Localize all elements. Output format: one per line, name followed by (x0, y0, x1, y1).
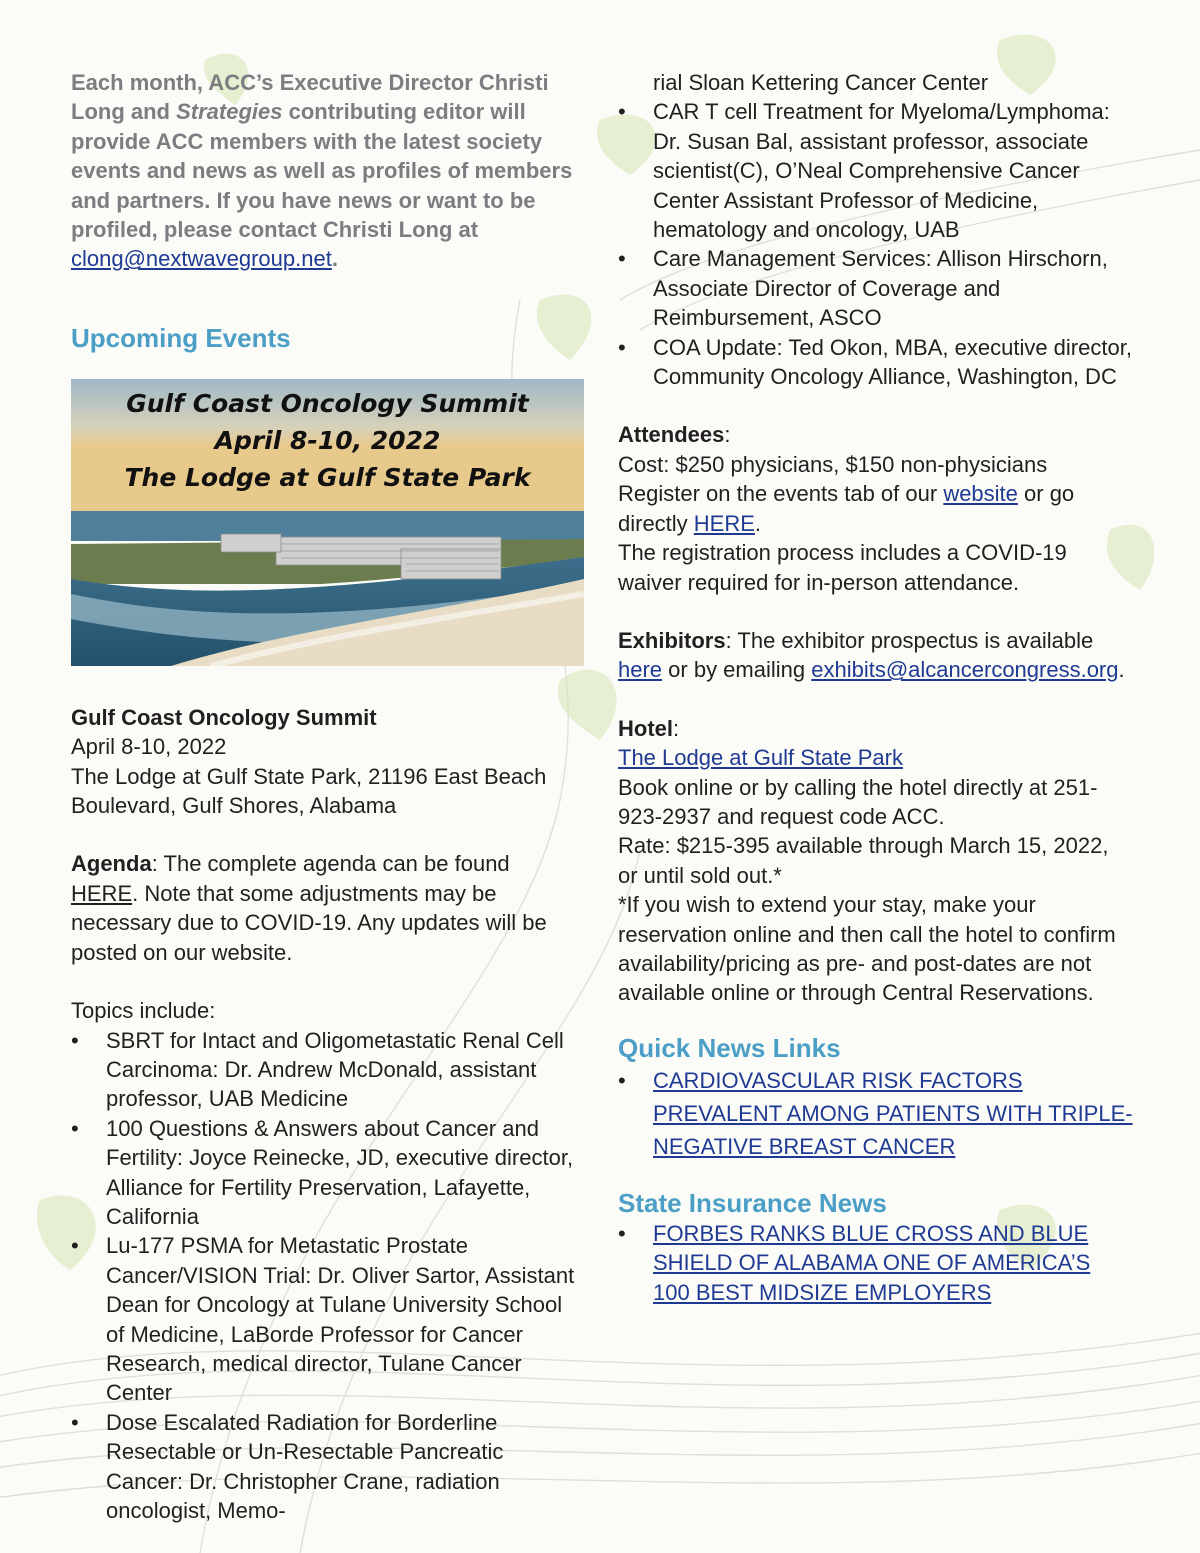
topic-continued: rial Sloan Kettering Cancer Center (653, 70, 989, 95)
contact-email-link[interactable]: clong@nextwavegroup.net (71, 246, 332, 272)
hotel-heading: Hotel: (618, 715, 680, 741)
right-column (618, 68, 1133, 1307)
photo-caption (71, 385, 584, 496)
event-dates: April 8-10, 2022 (71, 734, 227, 760)
hotel-label: Hotel (618, 715, 673, 741)
intro-text-continued: contributing editor will provide ACC members with the latest society events and news as well as profiles of members and partners. If you have news or want to be profiled, please contact Christi Long at (71, 99, 573, 243)
agenda-link[interactable]: HERE (71, 880, 133, 906)
attendees-covid-note: The registration process includes a COVID-19 waiver required for in-person attendance. (618, 540, 1067, 595)
event-location: The Lodge at Gulf State Park, 21196 East Beach Boulevard, Gulf Shores, Alabama (71, 763, 547, 819)
list-item: • SBRT for Intact and Oligometastatic Renal Cell Carcinoma: Dr. Andrew McDonald, assistant professor, UAB Medicine (71, 1026, 583, 1114)
prospectus-link[interactable]: here (618, 657, 663, 683)
topics-intro: Topics include: (71, 998, 216, 1024)
caption-title: Gulf Coast Oncology Summit (126, 388, 529, 418)
state-insurance-heading: State Insurance News (618, 1187, 887, 1218)
list-item: • Dose Escalated Radiation for Borderline Resectable or Un-Resectable Pancreatic Cancer: Dr. Christopher Crane, radiation oncologist, Memo- (71, 1408, 583, 1526)
hotel-booking: Book online or by calling the hotel directly at 251-923-2937 and request code ACC. (618, 774, 1098, 829)
list-item: • COA Update: Ted Okon, MBA, executive director, Community Oncology Alliance, Washington, DC (618, 333, 1133, 392)
quick-news-list (618, 1064, 1133, 1163)
attendees-heading: Attendees: (618, 422, 731, 448)
intro-end: . (331, 246, 338, 272)
agenda-note: . Note that some adjustments may be necessary due to COVID-19. Any updates will be posted on our website. (71, 880, 547, 965)
list-item: • 100 Questions & Answers about Cancer and Fertility: Joyce Reinecke, JD, executive director, Alliance for Fertility Preservation, Lafayette, California (71, 1114, 583, 1232)
intro-text: Each month, ACC’s Executive Director Christi Long and (71, 70, 549, 125)
attendees-register: Register on the events tab of our website or go directly HERE. (618, 481, 1075, 536)
agenda-label: Agenda (71, 851, 152, 877)
exhibitors-paragraph: Exhibitors: The exhibitor prospectus is available here or by emailing exhibits@alcancercongress.org. (618, 627, 1125, 683)
list-item: • CAR T cell Treatment for Myeloma/Lymphoma: Dr. Susan Bal, assistant professor, associate scientist(C), O’Neal Comprehensive Cancer Center Assistant Professor of Medicine, hematology and oncology, UAB (618, 97, 1133, 244)
intro-paragraph (71, 68, 583, 274)
event-title: Gulf Coast Oncology Summit (71, 704, 377, 730)
website-link[interactable]: website (943, 481, 1018, 507)
news-link[interactable]: FORBES RANKS BLUE CROSS AND BLUE SHIELD OF ALABAMA ONE OF AMERICA’S 100 BEST MIDSIZE EMPLOYERS (653, 1220, 1091, 1305)
hotel-rate: Rate: $215-395 available through March 15, 2022, or until sold out.* (618, 833, 1109, 888)
caption-venue: The Lodge at Gulf State Park (124, 462, 531, 492)
event-photo (71, 379, 584, 666)
state-news-list (618, 1219, 1133, 1307)
attendees-cost: Cost: $250 physicians, $150 non-physicians (618, 451, 1048, 477)
upcoming-events-heading: Upcoming Events (71, 322, 291, 353)
agenda-text: : The complete agenda can be found (151, 851, 510, 877)
list-item (618, 1064, 1133, 1163)
attendees-label: Attendees (618, 422, 725, 448)
hotel-note: *If you wish to extend your stay, make your reservation online and then call the hotel to confirm availability/pricing as pre- and post-dates are not available online or through Central Reservations. (618, 892, 1116, 1006)
quick-news-heading: Quick News Links (618, 1032, 841, 1063)
exhibitors-label: Exhibitors (618, 627, 726, 653)
news-link[interactable]: CARDIOVASCULAR RISK FACTORS PREVALENT AMONG PATIENTS WITH TRIPLE-NEGATIVE BREAST CANCER (653, 1067, 1133, 1159)
topics-list (71, 1026, 583, 1526)
agenda-paragraph (71, 849, 583, 967)
list-item (618, 1219, 1133, 1307)
exhibits-email-link[interactable]: exhibits@alcancercongress.org (811, 657, 1119, 683)
intro-publication-name: Strategies (176, 99, 283, 125)
topics-list-continued (618, 97, 1133, 391)
register-here-link[interactable]: HERE (693, 510, 755, 536)
list-item: • Care Management Services: Allison Hirschorn, Associate Director of Coverage and Reimbursement, ASCO (618, 244, 1133, 332)
left-column (71, 68, 583, 1525)
list-item: • Lu-177 PSMA for Metastatic Prostate Cancer/VISION Trial: Dr. Oliver Sartor, Assistant Dean for Oncology at Tulane University School of Medicine, LaBorde Professor for Cancer Research, medical director, Tulane Cancer Center (71, 1231, 583, 1407)
hotel-link[interactable]: The Lodge at Gulf State Park (618, 745, 903, 771)
caption-dates: April 8-10, 2022 (214, 425, 441, 455)
